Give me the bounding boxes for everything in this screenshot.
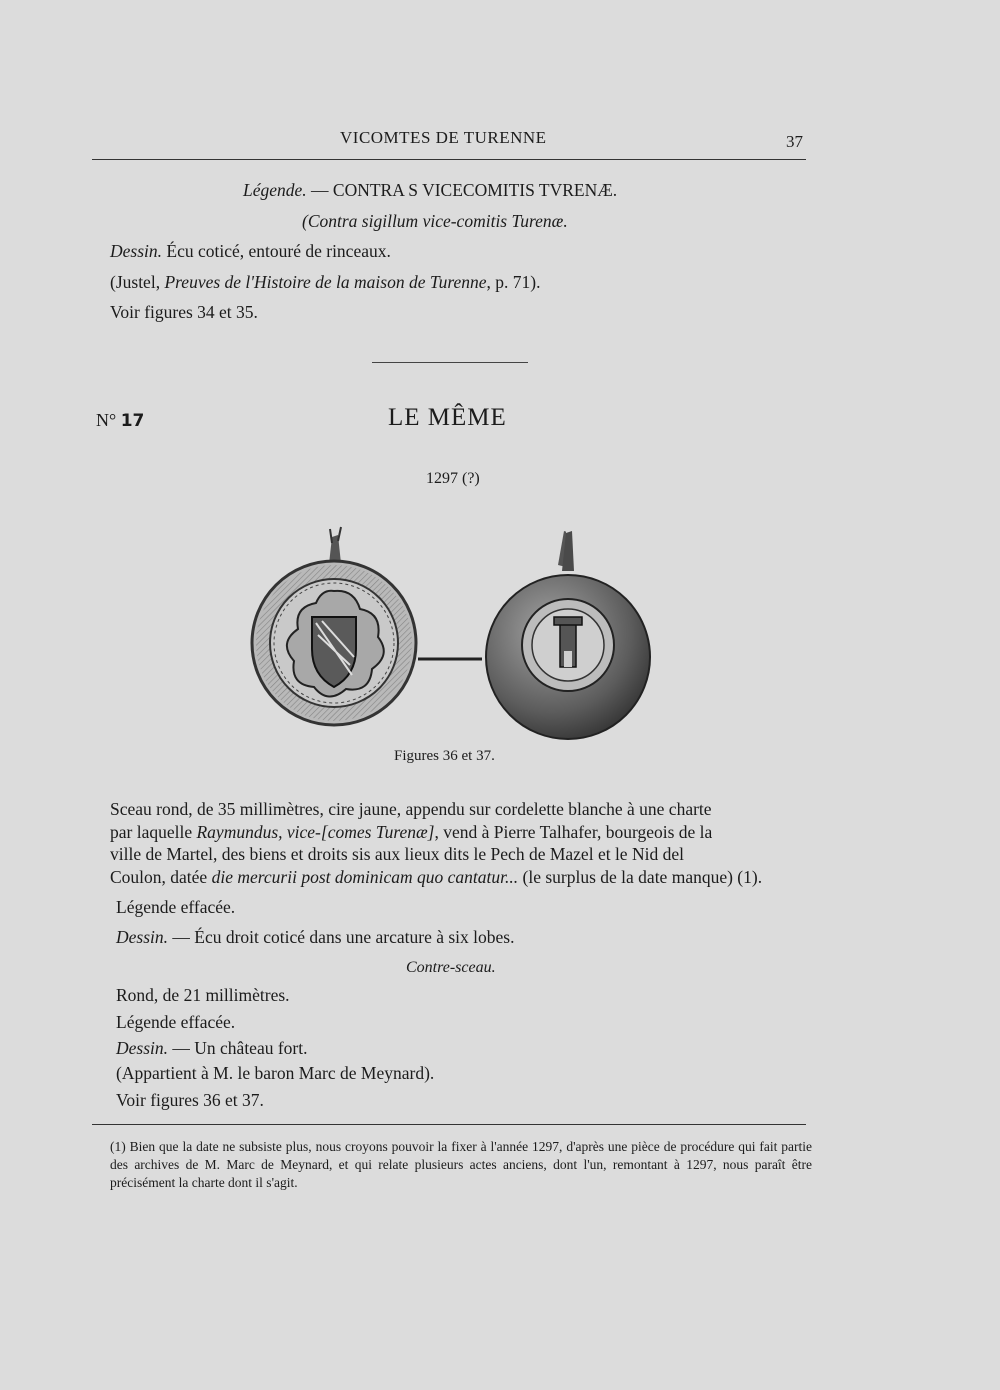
legend-effaced: Légende effacée. xyxy=(116,897,236,917)
header-rule xyxy=(92,159,806,160)
owner-note: (Appartient à M. le baron Marc de Meynard). xyxy=(116,1063,435,1083)
running-header: VICOMTES DE TURENNE xyxy=(340,128,547,147)
drawing-label: Dessin. xyxy=(110,241,163,261)
entry-date: 1297 (?) xyxy=(426,470,480,487)
source-suffix: , p. 71). xyxy=(486,272,541,292)
source-prefix: (Justel, xyxy=(110,272,165,292)
seal-description xyxy=(110,798,810,888)
counter-seal-legend: Légende effacée. xyxy=(116,1012,236,1032)
prev-see-figures: Voir figures 34 et 35. xyxy=(110,302,258,322)
page-number: 37 xyxy=(786,132,803,151)
entry-number xyxy=(96,410,144,431)
counter-seal-size: Rond, de 21 millimètres. xyxy=(116,985,290,1005)
see-figures: Voir figures 36 et 37. xyxy=(116,1090,264,1110)
footnote: (1) Bien que la date ne subsiste plus, nous croyons pouvoir la fixer à l'année 1297, d'après une pièce de procédure qui fait partie des archives de M. Marc de Meynard, et qui relate plusieurs actes anciens, dont l'un, remontant à 1297, nous paraît être précisément la charte dont il s'agit. xyxy=(110,1139,812,1190)
desc-line-2: par laquelle Raymundus, vice-[comes Turenæ], vend à Pierre Talhafer, bourgeois de la xyxy=(110,821,713,842)
source-title: Preuves de l'Histoire de la maison de Turenne xyxy=(164,272,487,292)
drawing-text: Écu coticé, entouré de rinceaux. xyxy=(162,241,391,261)
desc-line-3: ville de Martel, des biens et droits sis aux lieux dits le Pech de Mazel et le Nid del xyxy=(110,844,684,864)
prev-drawing-line xyxy=(110,241,391,262)
drawing-line: Dessin. — Écu droit coticé dans une arcature à six lobes. xyxy=(116,927,515,947)
prev-source-line xyxy=(110,272,541,293)
entry-title: LE MÊME xyxy=(388,404,507,431)
seal-front xyxy=(252,527,416,725)
legend-translation: (Contra sigillum vice-comitis Turenæ. xyxy=(302,211,568,231)
desc-line-4: Coulon, datée die mercurii post dominicam quo cantatur... (le surplus de la date manque) (1). xyxy=(110,866,763,887)
entry-number-value: 17 xyxy=(120,411,145,431)
entry-number-prefix: N° xyxy=(96,410,117,430)
seal-back-figure xyxy=(484,525,664,740)
section-divider xyxy=(372,362,528,363)
prev-legend-line xyxy=(243,180,617,201)
figure-caption: Figures 36 et 37. xyxy=(394,748,495,764)
counter-seal-heading: Contre-sceau. xyxy=(406,959,496,976)
desc-line-1: Sceau rond, de 35 millimètres, cire jaune, appendu sur cordelette blanche à une charte xyxy=(110,799,712,819)
counter-seal-drawing: Dessin. — Un château fort. xyxy=(116,1038,308,1058)
footnote-rule xyxy=(92,1124,806,1125)
legend-text: — CONTRA S VICECOMITIS TVRENÆ. xyxy=(306,180,618,200)
legend-label: Légende. xyxy=(243,180,307,200)
